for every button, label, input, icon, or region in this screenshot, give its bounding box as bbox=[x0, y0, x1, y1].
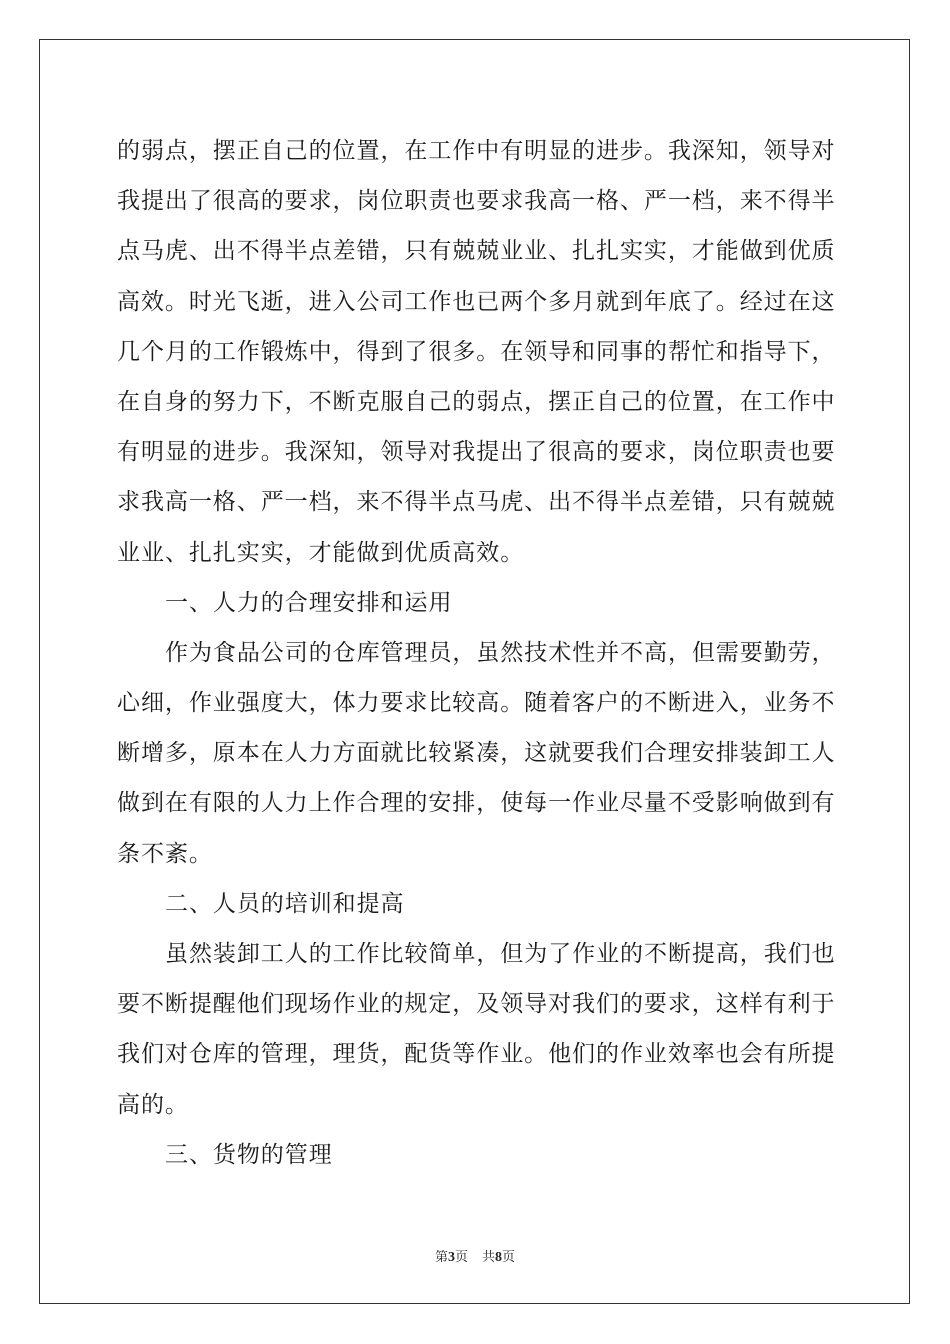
total-unit: 页 bbox=[502, 1250, 516, 1265]
text-line: 几个月的工作锻炼中，得到了很多。在领导和同事的帮忙和指导下， bbox=[117, 338, 836, 365]
section-heading: 一、人力的合理安排和运用 bbox=[165, 589, 453, 616]
text-line: 作为食品公司的仓库管理员，虽然技术性并不高，但需要勤劳， bbox=[165, 639, 836, 666]
text-line: 做到在有限的人力上作合理的安排，使每一作业尽量不受影响做到有 bbox=[117, 790, 836, 817]
text-line: 点马虎、出不得半点差错，只有兢兢业业、扎扎实实，才能做到优质 bbox=[117, 238, 836, 265]
page-footer bbox=[0, 1246, 950, 1266]
text-line: 心细，作业强度大，体力要求比较高。随着客户的不断进入，业务不 bbox=[117, 690, 836, 717]
total-page-number: 8 bbox=[495, 1250, 503, 1265]
text-line: 有明显的进步。我深知，领导对我提出了很高的要求，岗位职责也要 bbox=[117, 439, 836, 466]
text-line: 高效。时光飞逝，进入公司工作也已两个多月就到年底了。经过在这 bbox=[117, 288, 836, 315]
page-prefix: 第 bbox=[434, 1250, 448, 1265]
text-line: 我们对仓库的管理，理货，配货等作业。他们的作业效率也会有所提 bbox=[117, 1041, 836, 1068]
text-line: 高的。 bbox=[117, 1091, 189, 1118]
text-line: 条不紊。 bbox=[117, 840, 213, 867]
document-body bbox=[117, 126, 836, 1180]
page-unit: 页 bbox=[454, 1250, 468, 1265]
section-heading: 二、人员的培训和提高 bbox=[165, 890, 405, 917]
text-line: 要不断提醒他们现场作业的规定，及领导对我们的要求，这样有利于 bbox=[117, 991, 836, 1018]
section-heading: 三、货物的管理 bbox=[165, 1141, 333, 1168]
text-line: 断增多，原本在人力方面就比较紧凑，这就要我们合理安排装卸工人 bbox=[117, 740, 836, 767]
text-line: 业业、扎扎实实，才能做到优质高效。 bbox=[117, 539, 525, 566]
total-prefix: 共 bbox=[482, 1250, 496, 1265]
text-line: 求我高一格、严一档，来不得半点马虎、出不得半点差错，只有兢兢 bbox=[117, 489, 836, 516]
current-page-number: 3 bbox=[447, 1250, 455, 1265]
text-line: 我提出了很高的要求，岗位职责也要求我高一格、严一档，来不得半 bbox=[117, 188, 836, 215]
text-line: 在自身的努力下，不断克服自己的弱点，摆正自己的位置，在工作中 bbox=[117, 388, 836, 415]
text-line: 的弱点，摆正自己的位置，在工作中有明显的进步。我深知，领导对 bbox=[117, 138, 836, 164]
text-line: 虽然装卸工人的工作比较简单，但为了作业的不断提高，我们也 bbox=[165, 941, 836, 967]
